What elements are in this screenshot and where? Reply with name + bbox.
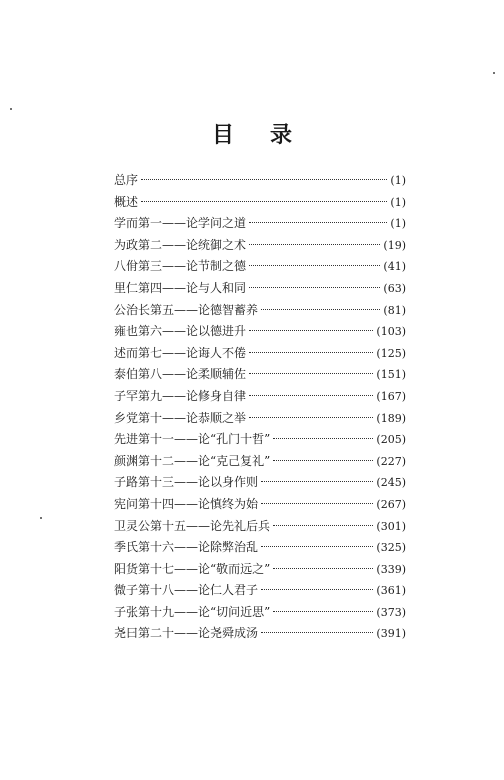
toc-entry-label: 宪问第十四——论慎终为始: [114, 496, 259, 511]
toc-entry: [114, 192, 406, 214]
toc-entry: [114, 408, 406, 430]
dot-leader: [273, 460, 373, 461]
toc-entry: [114, 213, 406, 235]
toc-entry-label: 颜渊第十二——论“克己复礼”: [114, 453, 271, 468]
toc-entry-label: 公治长第五——论德智蓄养: [114, 302, 259, 317]
toc-entry-page: (245): [376, 476, 406, 490]
dot-leader: [261, 546, 373, 547]
toc-entry-label: 泰伯第八——论柔顺辅佐: [114, 367, 247, 382]
title-char: 录: [270, 122, 293, 148]
dot-leader: [249, 330, 373, 331]
dot-leader: [141, 201, 387, 202]
toc-entry-page: (125): [376, 346, 406, 360]
toc-entry-page: (301): [376, 519, 406, 533]
title-char: 目: [211, 122, 234, 148]
toc-entry: [114, 580, 406, 602]
toc-entry-page: (373): [376, 605, 406, 619]
toc-entry: [114, 516, 406, 538]
table-of-contents: [114, 170, 406, 645]
toc-entry: [114, 472, 406, 494]
toc-entry: [114, 235, 406, 257]
toc-entry: [114, 343, 406, 365]
toc-entry-label: 尧曰第二十——论尧舜成汤: [114, 626, 259, 641]
toc-entry-page: (81): [383, 303, 406, 317]
dot-leader: [273, 568, 373, 569]
toc-entry: [114, 451, 406, 473]
dot-leader: [249, 287, 380, 288]
toc-entry-label: 微子第十八——论仁人君子: [114, 583, 259, 598]
dot-leader: [273, 438, 373, 439]
toc-entry: [114, 321, 406, 343]
toc-entry-page: (1): [390, 174, 406, 187]
dot-leader: [249, 395, 373, 396]
dot-leader: [249, 373, 373, 374]
toc-entry-page: (325): [376, 541, 406, 555]
toc-entry-label: 八佾第三——论节制之德: [114, 259, 247, 274]
scan-speck: [10, 108, 12, 110]
toc-entry: [114, 623, 406, 645]
dot-leader: [249, 244, 380, 245]
toc-entry-label: 子路第十三——论以身作则: [114, 475, 259, 490]
toc-entry-label: 子罕第九——论修身自律: [114, 388, 247, 403]
toc-entry: [114, 364, 406, 386]
toc-entry: [114, 256, 406, 278]
toc-entry-label: 乡党第十——论恭顺之举: [114, 410, 247, 425]
toc-entry-page: (361): [376, 584, 406, 598]
toc-entry-page: (167): [376, 389, 406, 403]
dot-leader: [273, 525, 373, 526]
toc-entry-page: (103): [376, 325, 406, 339]
toc-entry-page: (227): [376, 454, 406, 468]
toc-entry-page: (189): [376, 411, 406, 425]
toc-entry-label: 学而第一——论学问之道: [114, 216, 247, 231]
toc-entry-label: 季氏第十六——论除弊治乱: [114, 540, 259, 555]
scan-speck: [40, 517, 42, 519]
toc-entry: [114, 278, 406, 300]
toc-entry-page: (1): [390, 217, 406, 231]
toc-entry-page: (391): [376, 627, 406, 641]
toc-entry-page: (1): [390, 195, 406, 209]
dot-leader: [249, 352, 373, 353]
toc-entry: [114, 429, 406, 451]
toc-entry-page: (267): [376, 497, 406, 511]
toc-entry-label: 雍也第六——论以德进升: [114, 324, 247, 339]
dot-leader: [261, 481, 373, 482]
toc-entry-page: (19): [383, 238, 406, 252]
toc-entry-label: 述而第七——论诲人不倦: [114, 345, 247, 360]
toc-entry: [114, 559, 406, 581]
toc-entry: [114, 602, 406, 624]
toc-entry-page: (41): [383, 260, 406, 274]
dot-leader: [261, 309, 380, 310]
toc-entry-label: 概述: [114, 194, 139, 209]
toc-entry-label: 卫灵公第十五——论先礼后兵: [114, 518, 271, 533]
dot-leader: [273, 611, 373, 612]
dot-leader: [249, 222, 387, 223]
toc-entry-label: 先进第十一——论“孔门十哲”: [114, 432, 271, 447]
toc-entry-label: 里仁第四——论与人和同: [114, 280, 247, 295]
toc-entry-label: 阳货第十七——论“敬而远之”: [114, 561, 271, 576]
dot-leader: [261, 589, 373, 590]
toc-entry-label: 为政第二——论统御之术: [114, 237, 247, 252]
toc-entry-page: (63): [383, 281, 406, 295]
toc-entry: [114, 170, 406, 192]
dot-leader: [249, 265, 380, 266]
scan-speck: [493, 72, 495, 74]
page-title: [0, 118, 504, 149]
dot-leader: [261, 632, 373, 633]
toc-entry: [114, 494, 406, 516]
toc-entry-label: 总序: [114, 173, 139, 187]
toc-entry-page: (339): [376, 562, 406, 576]
toc-entry-page: (151): [376, 368, 406, 382]
toc-entry: [114, 537, 406, 559]
dot-leader: [261, 503, 373, 504]
toc-entry-page: (205): [376, 433, 406, 447]
toc-entry-label: 子张第十九——论“切问近思”: [114, 604, 271, 619]
toc-entry: [114, 386, 406, 408]
dot-leader: [141, 179, 387, 180]
dot-leader: [249, 417, 373, 418]
toc-entry: [114, 300, 406, 322]
